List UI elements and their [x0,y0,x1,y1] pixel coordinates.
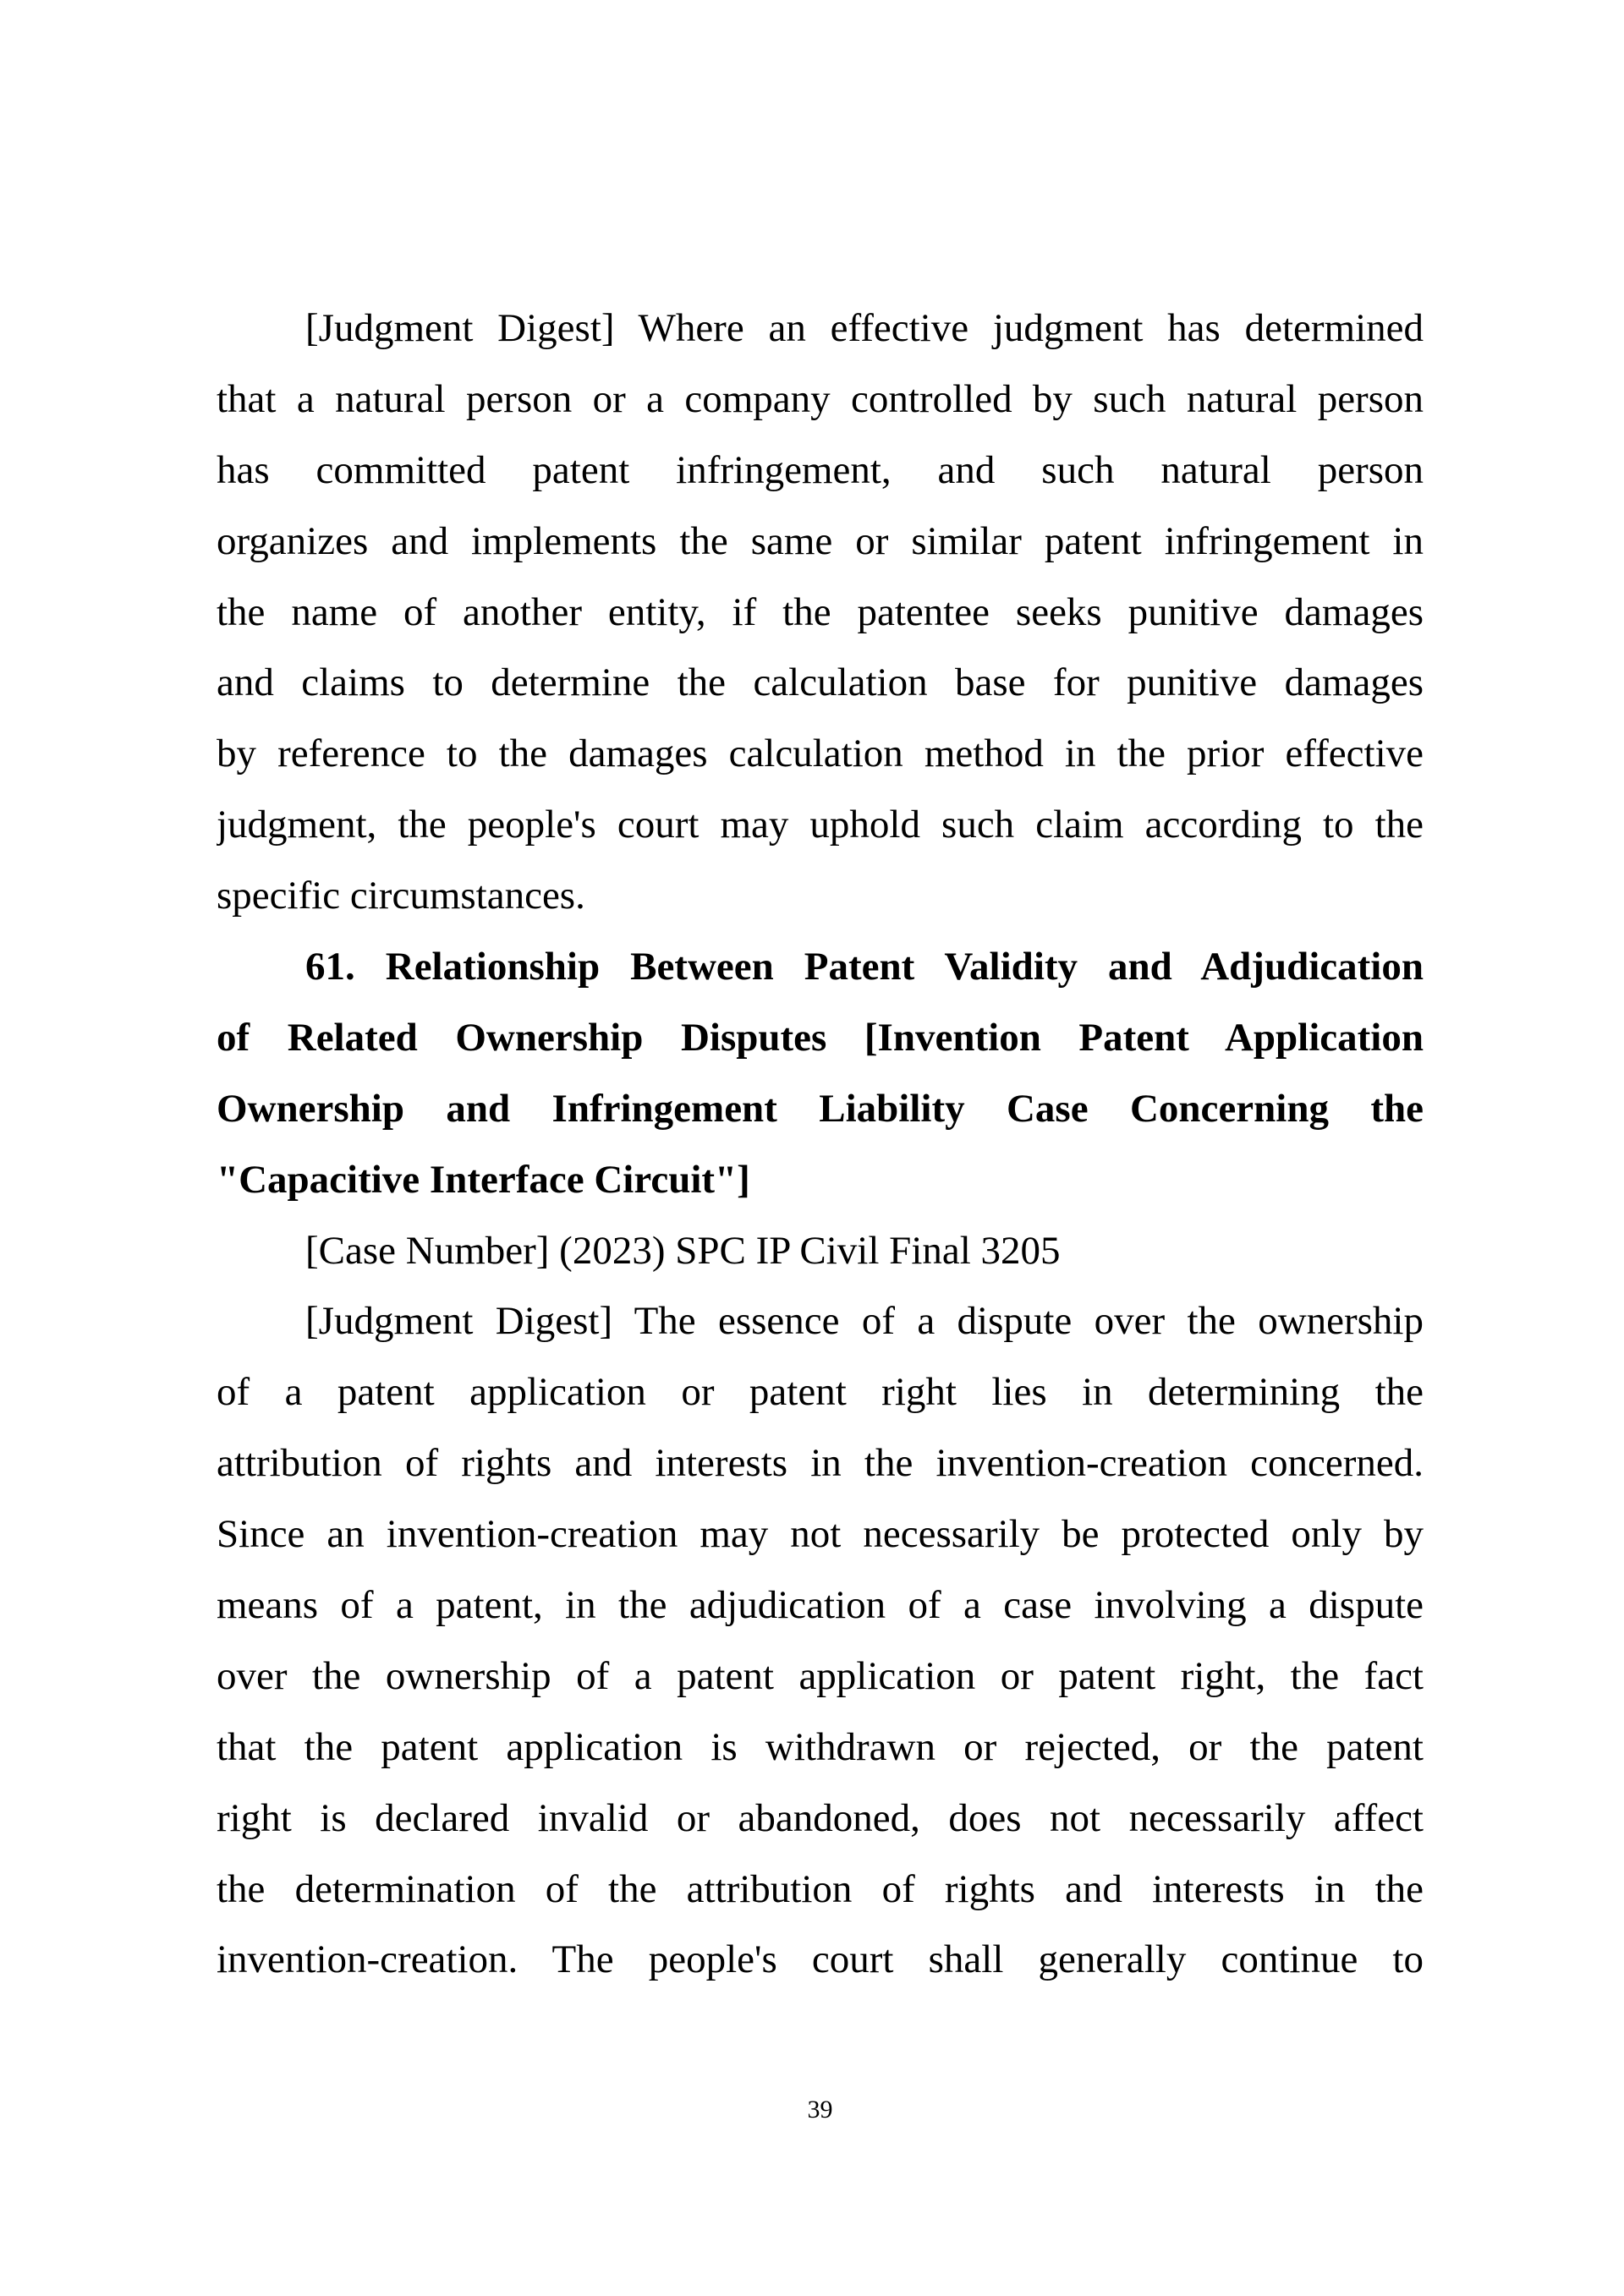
text-line: that a natural person or a company controlled by such natural person [217,376,1424,421]
heading-line: Ownership and Infringement Liability Case Concerning the [217,1086,1424,1131]
text-line: means of a patent, in the adjudication of a case involving a dispute [217,1583,1424,1628]
document-body [217,293,1424,1996]
text-line: that the patent application is withdrawn or rejected, or the patent [217,1724,1424,1769]
text-line: specific circumstances. [217,874,585,918]
text-line: the determination of the attribution of rights and interests in the [217,1866,1424,1911]
heading-line: "Capacitive Interface Circuit"] [217,1157,750,1202]
section-61-heading [217,932,1424,1216]
text-line: [Judgment Digest] The essence of a dispute over the ownership [305,1299,1424,1344]
text-line: and claims to determine the calculation base for punitive damages [217,660,1424,705]
text-line: of a patent application or patent right lies in determining the [217,1370,1424,1415]
text-line: the name of another entity, if the patentee seeks punitive damages [217,589,1424,634]
paragraph-judgment-digest-preceding-case [217,293,1424,932]
text-line: over the ownership of a patent application or patent right, the fact [217,1653,1424,1698]
text-line: organizes and implements the same or similar patent infringement in [217,518,1424,563]
page-number: 39 [807,2096,833,2123]
paragraph-case-number [217,1216,1424,1287]
text-line: [Judgment Digest] Where an effective judgment has determined [305,306,1424,350]
text-line: right is declared invalid or abandoned, does not necessarily affect [217,1795,1424,1840]
text-line: Since an invention-creation may not necessarily be protected only by [217,1512,1424,1557]
text-line: by reference to the damages calculation method in the prior effective [217,732,1424,776]
paragraph-judgment-digest-case-61 [217,1286,1424,1996]
case-number-line: [Case Number] (2023) SPC IP Civil Final 3205 [305,1228,1061,1273]
heading-line: of Related Ownership Disputes [Invention Patent Application [217,1015,1424,1060]
text-line: attribution of rights and interests in the invention-creation concerned. [217,1441,1424,1486]
text-line: invention-creation. The people's court shall generally continue to [217,1937,1424,1982]
text-line: has committed patent infringement, and such natural person [217,447,1424,492]
text-line: judgment, the people's court may uphold such claim according to the [217,803,1424,847]
page-footer [217,2096,1424,2124]
heading-line: 61. Relationship Between Patent Validity and Adjudication [305,945,1424,989]
